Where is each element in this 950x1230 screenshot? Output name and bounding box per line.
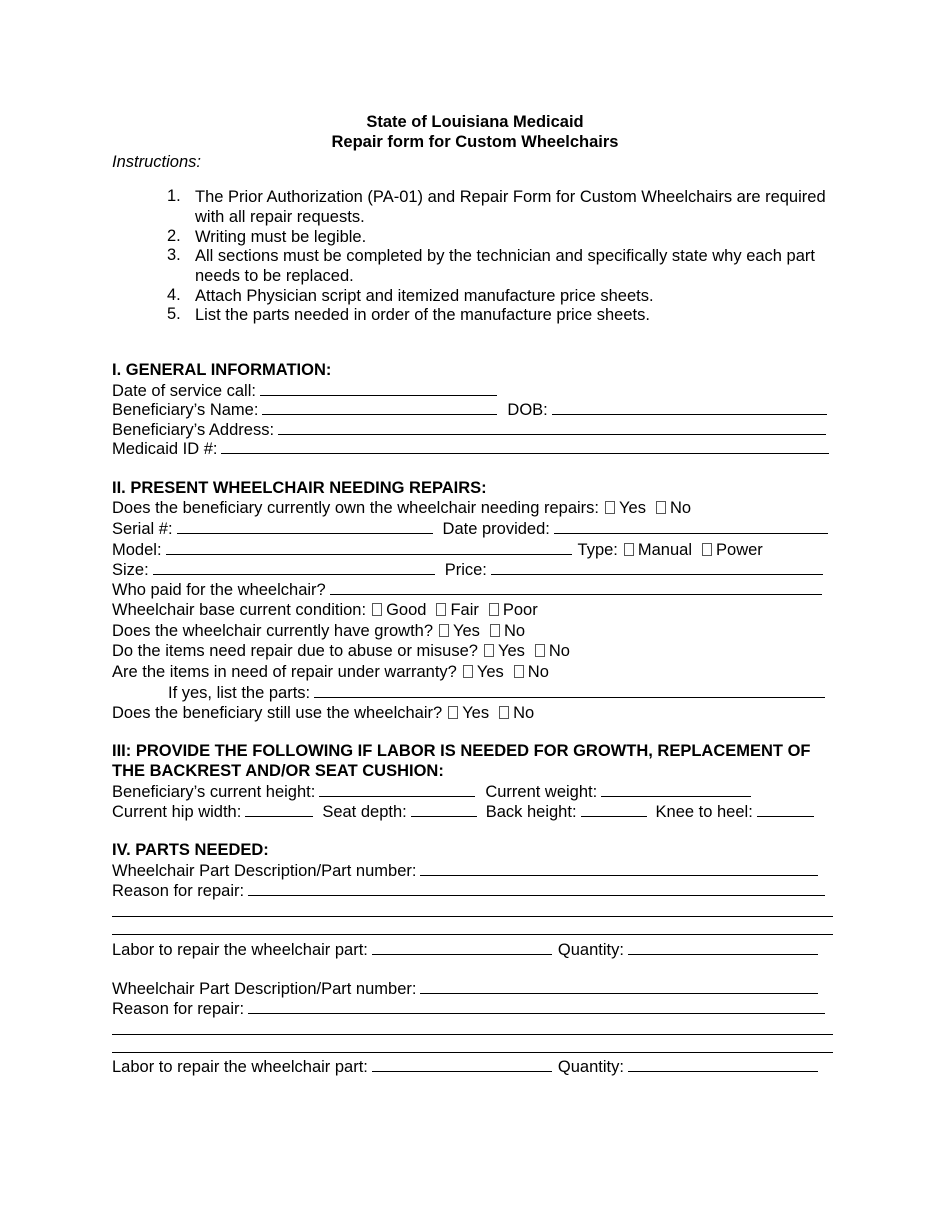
- condition-fair-label: Fair: [450, 601, 479, 619]
- abuse-question-label: Do the items need repair due to abuse or misuse?: [112, 642, 478, 660]
- warranty-no-checkbox[interactable]: [514, 665, 524, 678]
- beneficiary-name-field[interactable]: [262, 399, 497, 415]
- part-description-row: [112, 978, 818, 999]
- reason-label: Reason for repair:: [112, 882, 245, 900]
- beneficiary-address-row: [112, 419, 826, 440]
- base-condition-label: Wheelchair base current condition:: [112, 601, 367, 619]
- section4-heading: IV. PARTS NEEDED:: [112, 841, 269, 859]
- growth-no-label: No: [503, 622, 526, 640]
- reason-row: [112, 880, 825, 901]
- medicaid-id-label: Medicaid ID #:: [112, 440, 218, 458]
- abuse-yes-checkbox[interactable]: [484, 644, 494, 657]
- abuse-yes-label: Yes: [497, 642, 525, 660]
- growth-yes-checkbox[interactable]: [439, 624, 449, 637]
- labor-label: Labor to repair the wheelchair part:: [112, 1058, 368, 1076]
- own-no-checkbox[interactable]: [656, 501, 666, 514]
- warranty-yes-label: Yes: [476, 663, 504, 681]
- date-of-service-field[interactable]: [260, 380, 497, 396]
- labor-quantity-row: [112, 939, 818, 960]
- who-paid-field[interactable]: [330, 579, 822, 595]
- hip-width-field[interactable]: [245, 801, 313, 817]
- quantity-label: Quantity:: [557, 1058, 624, 1076]
- still-use-no-checkbox[interactable]: [499, 706, 509, 719]
- weight-label: Current weight:: [485, 783, 598, 801]
- price-label: Price:: [444, 561, 487, 579]
- list-parts-field[interactable]: [314, 682, 825, 698]
- model-label: Model:: [112, 541, 162, 559]
- who-paid-label: Who paid for the wheelchair?: [112, 581, 326, 599]
- quantity-field[interactable]: [628, 939, 818, 955]
- growth-yes-label: Yes: [453, 622, 480, 640]
- instruction-number: 5.: [167, 305, 181, 323]
- serial-field[interactable]: [177, 518, 433, 534]
- instruction-text: List the parts needed in order of the manufacture price sheets.: [195, 306, 650, 324]
- reason-row: [112, 998, 825, 1019]
- beneficiary-name-label: Beneficiary’s Name:: [112, 401, 259, 419]
- instruction-text: Writing must be legible.: [195, 228, 367, 246]
- seat-depth-label: Seat depth:: [322, 803, 407, 821]
- labor-quantity-row: [112, 1056, 818, 1077]
- dob-label: DOB:: [507, 401, 548, 419]
- form-title-line1: State of Louisiana Medicaid: [366, 113, 584, 131]
- instruction-number: 3.: [167, 246, 181, 264]
- condition-fair-checkbox[interactable]: [436, 603, 446, 616]
- part-description-label: Wheelchair Part Description/Part number:: [112, 980, 417, 998]
- dob-field[interactable]: [552, 399, 827, 415]
- still-use-yes-label: Yes: [462, 704, 490, 722]
- abuse-no-label: No: [548, 642, 570, 660]
- measurements-row: [112, 801, 814, 822]
- base-condition-row: [112, 600, 538, 620]
- who-paid-row: [112, 579, 822, 600]
- price-field[interactable]: [491, 559, 823, 575]
- reason-label: Reason for repair:: [112, 1000, 245, 1018]
- quantity-field[interactable]: [628, 1056, 818, 1072]
- labor-label: Labor to repair the wheelchair part:: [112, 941, 368, 959]
- condition-poor-checkbox[interactable]: [489, 603, 499, 616]
- knee-to-heel-field[interactable]: [757, 801, 814, 817]
- reason-field[interactable]: [248, 998, 825, 1014]
- date-of-service-label: Date of service call:: [112, 382, 256, 400]
- type-manual-checkbox[interactable]: [624, 543, 634, 556]
- abuse-no-checkbox[interactable]: [535, 644, 545, 657]
- condition-poor-label: Poor: [502, 601, 538, 619]
- still-use-row: [112, 703, 534, 723]
- date-of-service-row: [112, 380, 497, 401]
- reason-continuation-field[interactable]: [112, 1019, 833, 1035]
- instruction-number: 1.: [167, 187, 181, 205]
- model-field[interactable]: [166, 539, 572, 555]
- medicaid-id-row: [112, 438, 829, 459]
- reason-continuation-field[interactable]: [112, 901, 833, 917]
- seat-depth-field[interactable]: [411, 801, 477, 817]
- date-provided-label: Date provided:: [442, 520, 550, 538]
- section3-heading-line2: THE BACKREST AND/OR SEAT CUSHION:: [112, 762, 444, 780]
- warranty-question-label: Are the items in need of repair under warranty?: [112, 663, 457, 681]
- condition-good-checkbox[interactable]: [372, 603, 382, 616]
- serial-label: Serial #:: [112, 520, 173, 538]
- back-height-label: Back height:: [485, 803, 577, 821]
- growth-row: [112, 621, 525, 641]
- warranty-row: [112, 662, 549, 682]
- own-question-row: [112, 498, 691, 518]
- own-no-label: No: [669, 499, 692, 517]
- model-row: [112, 539, 763, 560]
- type-manual-label: Manual: [637, 541, 693, 559]
- still-use-question-label: Does the beneficiary still use the wheelchair?: [112, 704, 443, 722]
- weight-field[interactable]: [601, 781, 751, 797]
- own-question-label: Does the beneficiary currently own the wheelchair needing repairs:: [112, 499, 600, 517]
- reason-continuation-row: [112, 919, 833, 940]
- height-weight-row: [112, 781, 751, 802]
- reason-field[interactable]: [248, 880, 825, 896]
- instruction-text: Attach Physician script and itemized manufacture price sheets.: [195, 287, 654, 305]
- medicaid-id-field[interactable]: [221, 438, 829, 454]
- still-use-yes-checkbox[interactable]: [448, 706, 458, 719]
- condition-good-label: Good: [386, 601, 427, 619]
- growth-no-checkbox[interactable]: [490, 624, 500, 637]
- type-power-label: Power: [716, 541, 763, 559]
- list-parts-label: If yes, list the parts:: [168, 684, 311, 702]
- date-provided-field[interactable]: [554, 518, 828, 534]
- height-field[interactable]: [319, 781, 475, 797]
- type-label: Type:: [577, 541, 618, 559]
- reason-continuation-field[interactable]: [112, 919, 833, 935]
- abuse-row: [112, 641, 570, 661]
- part-description-label: Wheelchair Part Description/Part number:: [112, 862, 417, 880]
- size-row: [112, 559, 823, 580]
- instructions-label: Instructions:: [112, 153, 201, 171]
- height-label: Beneficiary’s current height:: [112, 783, 316, 801]
- reason-continuation-row: [112, 1037, 833, 1058]
- list-parts-row: [168, 682, 825, 703]
- beneficiary-address-field[interactable]: [278, 419, 826, 435]
- instruction-text: All sections must be completed by the technician and specifically state why each part needs to be replaced.: [195, 247, 815, 285]
- warranty-yes-checkbox[interactable]: [463, 665, 473, 678]
- knee-to-heel-label: Knee to heel:: [655, 803, 753, 821]
- labor-field[interactable]: [372, 939, 552, 955]
- still-use-no-label: No: [513, 704, 535, 722]
- instruction-number: 2.: [167, 227, 181, 245]
- reason-continuation-field[interactable]: [112, 1037, 833, 1053]
- part-description-field[interactable]: [420, 860, 818, 876]
- own-yes-checkbox[interactable]: [605, 501, 615, 514]
- beneficiary-name-row: [112, 399, 827, 420]
- instruction-text: The Prior Authorization (PA-01) and Repair Form for Custom Wheelchairs are required with all repair requests.: [195, 188, 826, 226]
- warranty-no-label: No: [527, 663, 549, 681]
- own-yes-label: Yes: [619, 499, 646, 517]
- beneficiary-address-label: Beneficiary’s Address:: [112, 421, 275, 439]
- quantity-label: Quantity:: [557, 941, 624, 959]
- size-field[interactable]: [153, 559, 435, 575]
- type-power-checkbox[interactable]: [702, 543, 712, 556]
- hip-width-label: Current hip width:: [112, 803, 242, 821]
- part-description-field[interactable]: [420, 978, 818, 994]
- part-description-row: [112, 860, 818, 881]
- growth-question-label: Does the wheelchair currently have growth?: [112, 622, 434, 640]
- back-height-field[interactable]: [581, 801, 647, 817]
- form-title-line2: Repair form for Custom Wheelchairs: [331, 133, 619, 151]
- serial-row: [112, 518, 828, 539]
- labor-field[interactable]: [372, 1056, 552, 1072]
- instruction-number: 4.: [167, 286, 181, 304]
- section2-heading: II. PRESENT WHEELCHAIR NEEDING REPAIRS:: [112, 479, 487, 497]
- size-label: Size:: [112, 561, 149, 579]
- section3-heading-line1: III: PROVIDE THE FOLLOWING IF LABOR IS NEEDED FOR GROWTH, REPLACEMENT OF: [112, 742, 811, 760]
- section1-heading: I. GENERAL INFORMATION:: [112, 361, 332, 379]
